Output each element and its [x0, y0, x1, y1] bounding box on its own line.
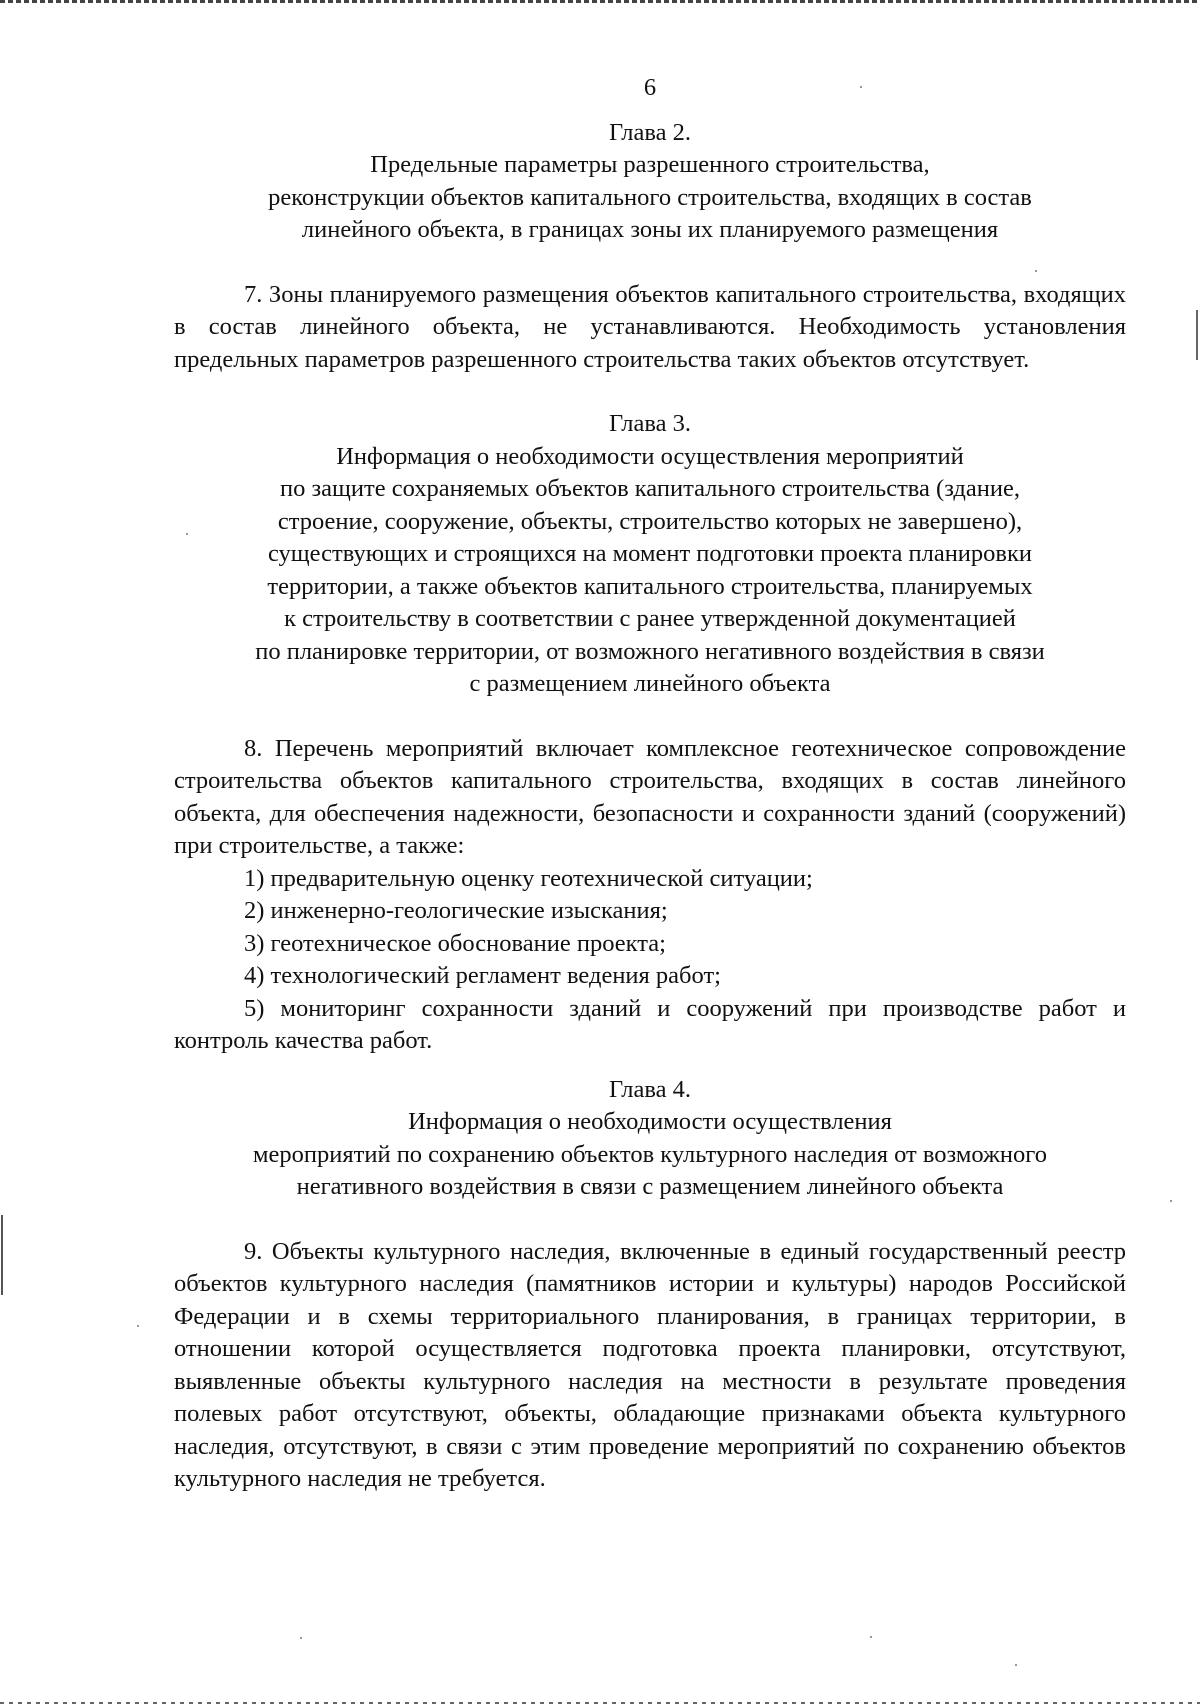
chapter-3-heading-line: Информация о необходимости осуществления мероприятий	[336, 442, 964, 470]
scan-speck	[137, 1325, 139, 1327]
chapter-4-heading	[174, 1074, 1126, 1204]
scan-speck	[300, 1637, 302, 1639]
chapter-2-heading-line: реконструкции объектов капитального строительства, входящих в состав	[268, 183, 1032, 211]
measure-list-item: 4) технологический регламент ведения работ;	[244, 962, 721, 989]
chapter-2-heading-line: Предельные параметры разрешенного строительства,	[370, 151, 930, 178]
chapter-3-heading-line: территории, а также объектов капитального строительства, планируемых	[267, 572, 1033, 600]
chapter-4-title: Глава 4.	[608, 1075, 692, 1103]
scan-speck	[1015, 1664, 1017, 1666]
chapter-3-heading-line: существующих и строящихся на момент подготовки проекта планировки	[267, 540, 1032, 567]
chapter-3-heading-line: по планировке территории, от возможного негативного воздействия в связи	[255, 637, 1045, 665]
scan-speck	[870, 1636, 872, 1638]
chapter-4-heading-line: негативного воздействия в связи с размещением линейного объекта	[296, 1173, 1004, 1200]
chapter-3-heading-line: по защите сохраняемых объектов капитального строительства (здание,	[280, 475, 1020, 502]
scan-top-border	[0, 0, 1200, 3]
scan-speck	[1170, 1200, 1172, 1202]
scan-left-mark	[1, 1215, 3, 1295]
document-body	[174, 72, 1126, 1496]
paragraph-8: 8. Перечень мероприятий включает комплексное геотехническое сопровождение строительства объектов капитального строительства, входящих в состав линейного объекта, для обеспечения надежности, безопасности и сохранности зданий (сооружений) при строительстве, а также:	[174, 734, 1126, 859]
measure-list-item: 1) предварительную оценку геотехнической ситуации;	[244, 864, 813, 892]
chapter-3-heading-line: к строительству в соответствии с ранее утвержденной документацией	[284, 605, 1016, 632]
measure-list-item: 2) инженерно-геологические изыскания;	[244, 897, 668, 924]
chapter-4-heading-line: Информация о необходимости осуществления	[408, 1108, 892, 1135]
chapter-3-heading	[174, 408, 1126, 701]
paragraph-9: 9. Объекты культурного наследия, включенные в единый государственный реестр объектов культурного наследия (памятников истории и культуры) народов Российской Федерации и в схемы территориального планирования, в границах территории, в отношении которой осуществляется подготовка проекта планировки, отсутствуют, выявленные объекты культурного наследия на местности в результате проведения полевых работ отсутствуют, объекты, обладающие признаками объекта культурного наследия, отсутствуют, в связи с этим проведение мероприятий по сохранению объектов культурного наследия не требуется.	[174, 1237, 1126, 1492]
measure-list-item: 3) геотехническое обоснование проекта;	[244, 929, 666, 957]
measure-list-item: 5) мониторинг сохранности зданий и сооружений при производстве работ и контроль качества работ.	[174, 994, 1126, 1054]
page-number: 6	[643, 74, 657, 101]
chapter-2-heading	[174, 117, 1126, 247]
scan-bottom-border	[0, 1702, 1200, 1704]
chapter-2-title: Глава 2.	[608, 118, 692, 146]
chapter-3-heading-line: строение, сооружение, объекты, строительство которых не завершено),	[277, 507, 1023, 535]
scan-right-mark	[1196, 310, 1198, 360]
chapter-3-title: Глава 3.	[608, 410, 692, 437]
paragraph-7: 7. Зоны планируемого размещения объектов капитального строительства, входящих в состав линейного объекта, не устанавливаются. Необходимость установления предельных параметров разрешенного строительства таких объектов отсутствует.	[174, 280, 1126, 373]
chapter-4-heading-line: мероприятий по сохранению объектов культурного наследия от возможного	[253, 1140, 1047, 1168]
chapter-2-heading-line: линейного объекта, в границах зоны их планируемого размещения	[301, 216, 999, 243]
chapter-3-heading-line: с размещением линейного объекта	[469, 670, 831, 697]
